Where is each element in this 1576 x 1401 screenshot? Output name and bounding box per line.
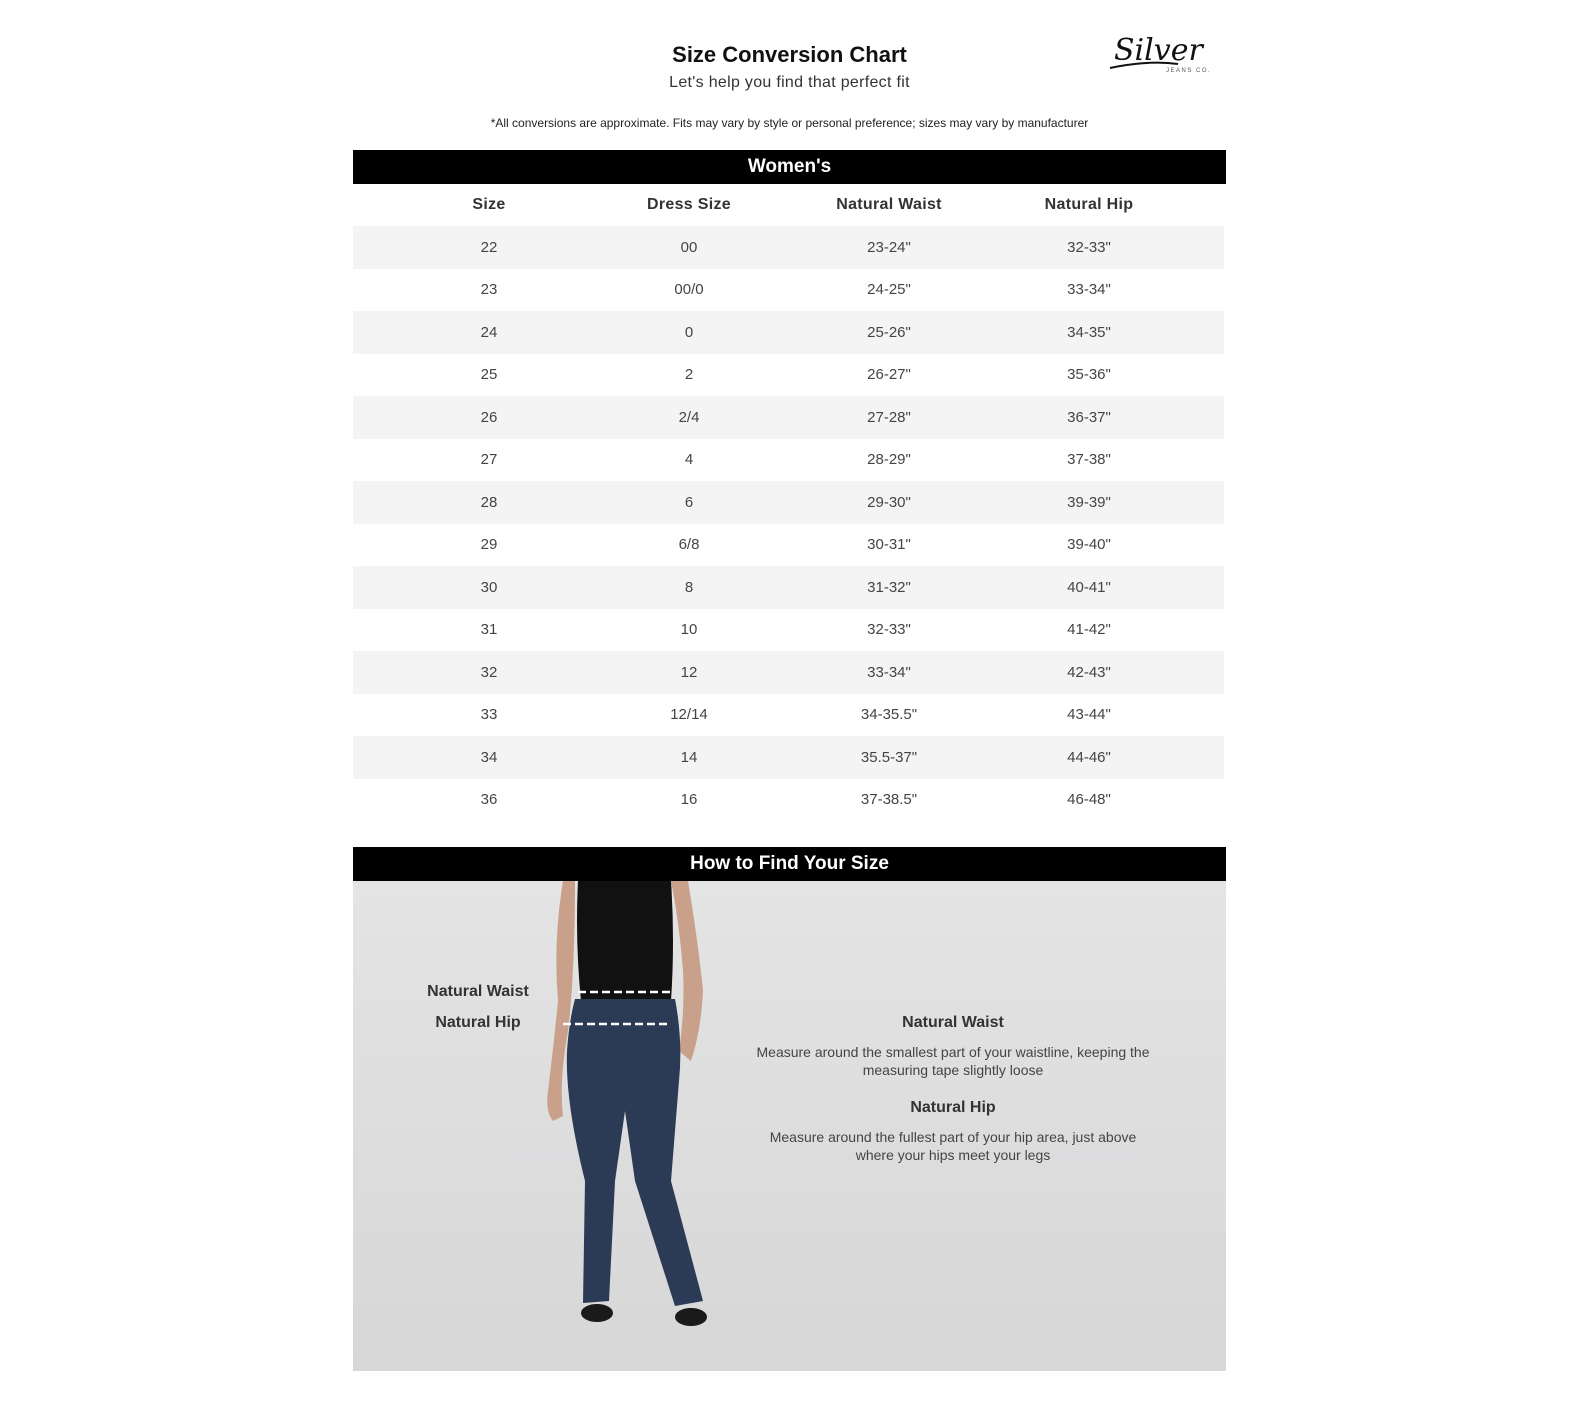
cell-dress-size: 14 (680, 748, 698, 766)
cell-natural-hip: 40-41" (1067, 578, 1111, 596)
waist-instruction-text: Measure around the smallest part of your waistline, keeping the measuring tape slightly loose (756, 1044, 1150, 1078)
cell-natural-waist: 34-35.5" (860, 706, 918, 724)
cell-natural-hip: 46-48" (1067, 791, 1111, 809)
cell-dress-size: 6 (684, 493, 694, 511)
cell-natural-waist: 26-27" (867, 366, 911, 384)
cell-dress-size: 2 (684, 366, 694, 384)
table-row (353, 609, 1224, 652)
cell-size: 34 (480, 748, 498, 766)
cell-natural-hip: 32-33" (1067, 238, 1111, 256)
cell-natural-hip: 39-39" (1067, 493, 1111, 511)
silver-logo (1108, 30, 1220, 76)
cell-dress-size: 12 (680, 663, 698, 681)
cell-dress-size: 8 (684, 578, 694, 596)
cell-natural-hip: 42-43" (1067, 663, 1111, 681)
cell-size: 24 (480, 323, 498, 341)
cell-natural-waist: 23-24" (867, 238, 911, 256)
cell-natural-hip: 36-37" (1067, 408, 1111, 426)
hip-instruction-text: Measure around the fullest part of your hip area, just above where your hips meet your legs (769, 1129, 1137, 1163)
table-row (353, 396, 1224, 439)
cell-natural-waist: 28-29" (867, 451, 911, 469)
cell-dress-size: 10 (680, 621, 698, 639)
callout-natural-hip: Natural Hip (435, 1014, 521, 1031)
cell-dress-size: 12/14 (670, 706, 708, 724)
table-row (353, 311, 1224, 354)
cell-natural-hip: 39-40" (1067, 536, 1111, 554)
cell-size: 33 (480, 706, 498, 724)
cell-natural-waist: 27-28" (867, 408, 911, 426)
cell-natural-waist: 24-25" (867, 281, 911, 299)
table-row (353, 566, 1224, 609)
table-row (353, 481, 1224, 524)
size-chart-page (353, 0, 1226, 1401)
callout-natural-waist: Natural Waist (427, 983, 529, 1000)
cell-size: 36 (480, 791, 498, 809)
header-natural-waist: Natural Waist (836, 196, 942, 213)
table-row (353, 226, 1224, 269)
page-subtitle: Let's help you find that perfect fit (669, 74, 910, 91)
header-size: Size (472, 196, 506, 213)
how-to-section-header: How to Find Your Size (353, 847, 1226, 881)
cell-size: 25 (480, 366, 498, 384)
cell-dress-size: 2/4 (678, 408, 700, 426)
cell-natural-waist: 35.5-37" (860, 748, 918, 766)
cell-natural-hip: 41-42" (1067, 621, 1111, 639)
cell-natural-waist: 31-32" (867, 578, 911, 596)
cell-size: 23 (480, 281, 498, 299)
page-title: Size Conversion Chart (672, 42, 907, 67)
model-illustration (353, 881, 1226, 1371)
table-row (353, 354, 1224, 397)
cell-size: 30 (480, 578, 498, 596)
cell-size: 32 (480, 663, 498, 681)
cell-natural-waist: 37-38.5" (860, 791, 918, 809)
cell-natural-waist: 33-34" (867, 663, 911, 681)
header-dress-size: Dress Size (647, 196, 731, 213)
waist-instruction-title: Natural Waist (902, 1014, 1004, 1031)
hip-instruction-title: Natural Hip (910, 1099, 996, 1116)
measurement-photo (353, 881, 1226, 1371)
womens-section-header: Women's (353, 150, 1226, 184)
cell-natural-hip: 35-36" (1067, 366, 1111, 384)
logo-subtext: JEANS CO. (1166, 68, 1212, 74)
cell-natural-waist: 30-31" (867, 536, 911, 554)
cell-dress-size: 00 (680, 238, 698, 256)
cell-dress-size: 00/0 (674, 281, 704, 299)
cell-size: 22 (480, 238, 498, 256)
cell-size: 28 (480, 493, 498, 511)
cell-natural-waist: 29-30" (867, 493, 911, 511)
table-header-row (353, 184, 1224, 226)
cell-dress-size: 6/8 (678, 536, 700, 554)
cell-natural-hip: 34-35" (1067, 323, 1111, 341)
logo-wordmark: Silver (1114, 33, 1203, 68)
cell-natural-waist: 25-26" (867, 323, 911, 341)
cell-natural-hip: 43-44" (1067, 706, 1111, 724)
table-row (353, 694, 1224, 737)
cell-size: 29 (480, 536, 498, 554)
cell-dress-size: 0 (684, 323, 694, 341)
cell-natural-waist: 32-33" (867, 621, 911, 639)
table-row (353, 736, 1224, 779)
cell-size: 31 (480, 621, 498, 639)
womens-size-table (353, 184, 1224, 821)
cell-dress-size: 4 (684, 451, 694, 469)
table-row (353, 651, 1224, 694)
disclaimer-note: *All conversions are approximate. Fits may vary by style or personal preference; sizes may vary by manufacturer (490, 116, 1089, 130)
cell-natural-hip: 37-38" (1067, 451, 1111, 469)
table-row (353, 524, 1224, 567)
cell-size: 27 (480, 451, 498, 469)
cell-natural-hip: 44-46" (1067, 748, 1111, 766)
header-natural-hip: Natural Hip (1044, 196, 1134, 213)
table-row (353, 779, 1224, 822)
cell-dress-size: 16 (680, 791, 698, 809)
table-row (353, 269, 1224, 312)
cell-size: 26 (480, 408, 498, 426)
cell-natural-hip: 33-34" (1067, 281, 1111, 299)
model-top (577, 881, 673, 1001)
table-row (353, 439, 1224, 482)
table-body (353, 226, 1224, 821)
